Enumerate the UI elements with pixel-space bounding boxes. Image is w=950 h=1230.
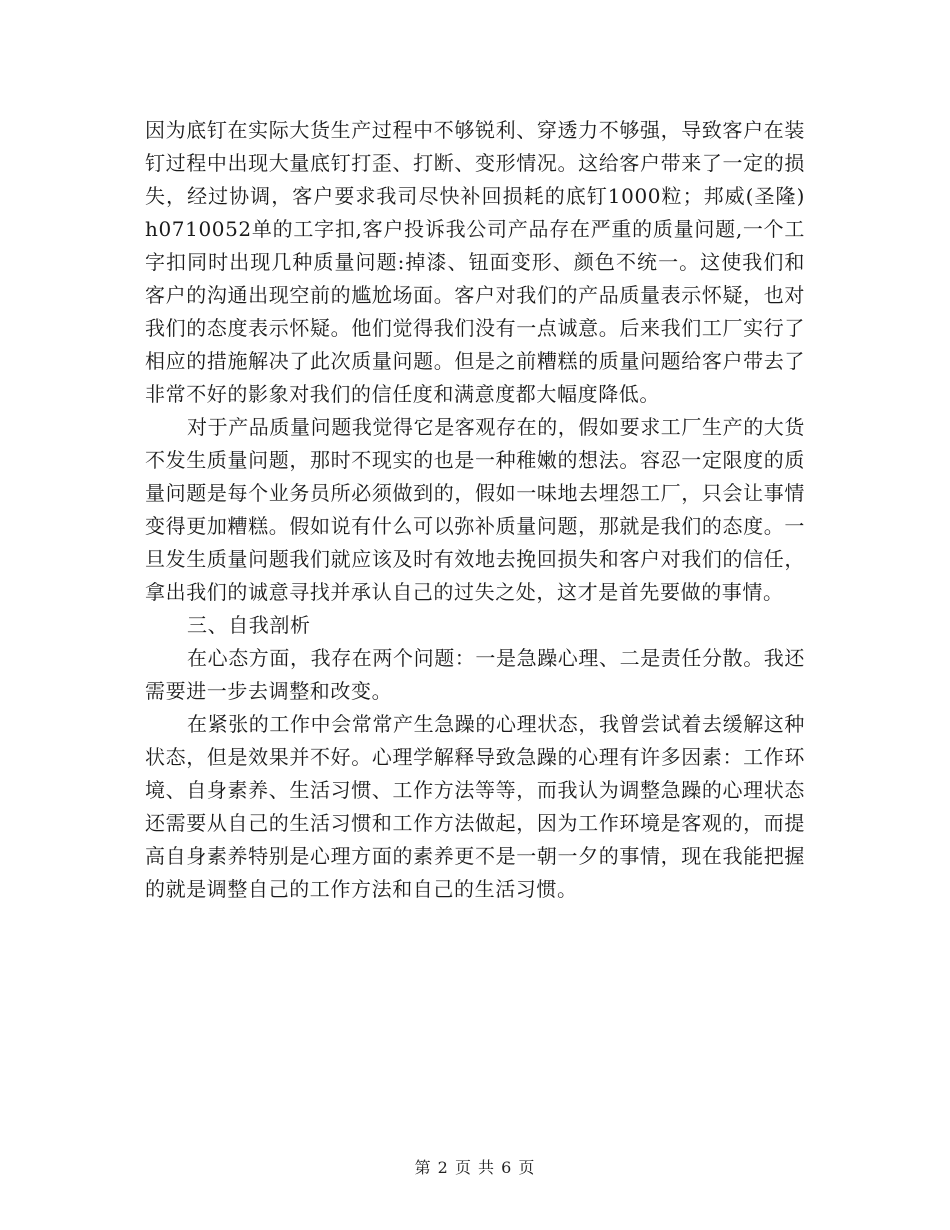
section-heading-self-analysis: 三、自我剖析 [187, 613, 311, 637]
paragraph-quality-attitude: 对于产品质量问题我觉得它是客观存在的，假如要求工厂生产的大货不发生质量问题，那时不现实的也是一种稚嫩的想法。容忍一定限度的质量问题是每个业务员所必须做到的，假如一味地去埋怨工厂，只会让事情变得更加糟糕。假如说有什么可以弥补质量问题，那就是我们的态度。一旦发生质量问题我们就应该及时有效地去挽回损失和客户对我们的信任，拿出我们的诚意寻找并承认自己的过失之处，这才是首先要做的事情。 [145, 415, 805, 604]
paragraph-mindset-problems: 在心态方面，我存在两个问题：一是急躁心理、二是责任分散。我还需要进一步去调整和改变。 [145, 646, 805, 703]
document-body [145, 114, 805, 906]
page-number-footer: 第 2 页 共 6 页 [414, 1158, 536, 1177]
paragraph-impatience-analysis: 在紧张的工作中会常常产生急躁的心理状态，我曾尝试着去缓解这种状态，但是效果并不好。心理学解释导致急躁的心理有许多因素：工作环境、自身素养、生活习惯、工作方法等等，而我认为调整急躁的心理状态还需要从自己的生活习惯和工作方法做起，因为工作环境是客观的，而提高自身素养特别是心理方面的素养更不是一朝一夕的事情，现在我能把握的就是调整自己的工作方法和自己的生活习惯。 [145, 712, 805, 901]
paragraph-quality-incidents: 因为底钉在实际大货生产过程中不够锐利、穿透力不够强，导致客户在装钉过程中出现大量底钉打歪、打断、变形情况。这给客户带来了一定的损失，经过协调，客户要求我司尽快补回损耗的底钉1000粒；邦威(圣隆)h0710052单的工字扣,客户投诉我公司产品存在严重的质量问题,一个工字扣同时出现几种质量问题:掉漆、钮面变形、颜色不统一。这使我们和客户的沟通出现空前的尴尬场面。客户对我们的产品质量表示怀疑，也对我们的态度表示怀疑。他们觉得我们没有一点诚意。后来我们工厂实行了相应的措施解决了此次质量问题。但是之前糟糕的质量问题给客户带去了非常不好的影象对我们的信任度和满意度都大幅度降低。 [145, 118, 805, 406]
